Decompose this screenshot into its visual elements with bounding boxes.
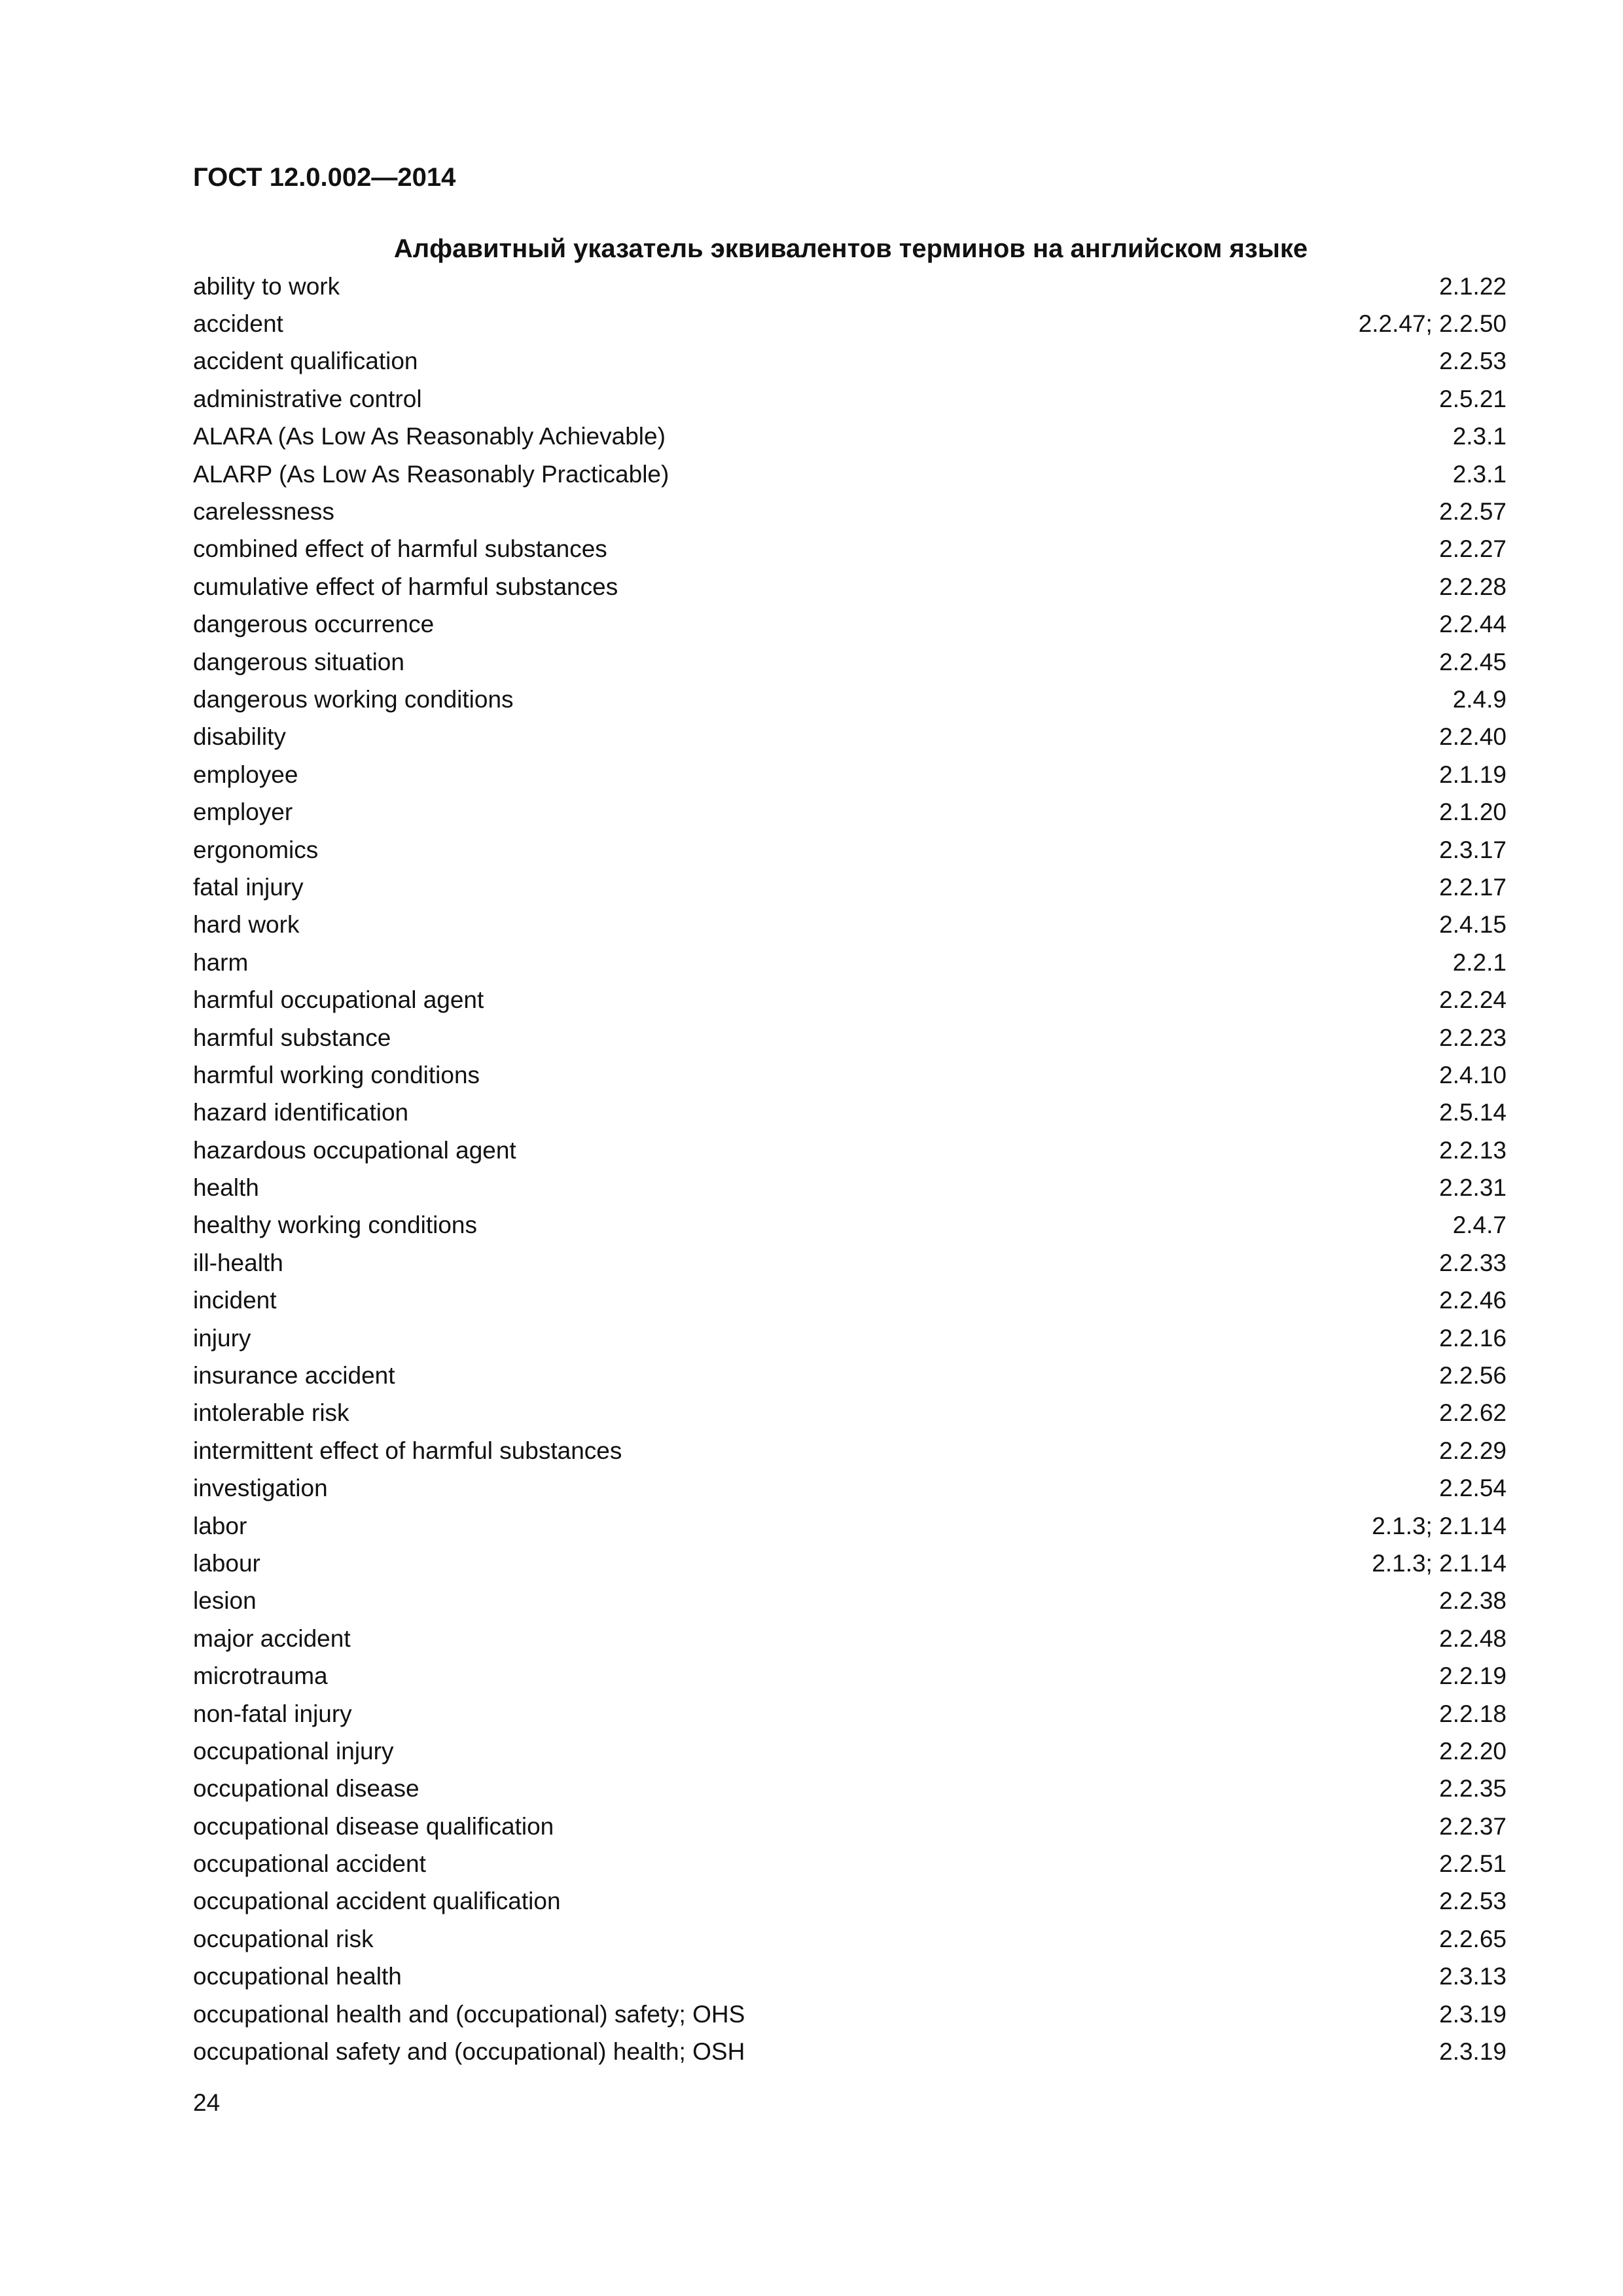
index-reference: 2.4.7	[1452, 1211, 1507, 1239]
index-entry	[193, 756, 1507, 793]
index-entry	[193, 1958, 1507, 1996]
index-reference: 2.2.24	[1439, 986, 1507, 1014]
index-reference: 2.2.29	[1439, 1437, 1507, 1464]
index-entry	[193, 493, 1507, 530]
index-reference: 2.3.13	[1439, 1963, 1507, 1990]
index-term: occupational health and (occupational) safety; OHS	[193, 2000, 745, 2028]
index-entry	[193, 343, 1507, 380]
index-reference: 2.4.15	[1439, 911, 1507, 939]
index-reference: 2.2.35	[1439, 1775, 1507, 1803]
index-entry	[193, 831, 1507, 869]
index-term: cumulative effect of harmful substances	[193, 573, 618, 600]
index-term: occupational injury	[193, 1737, 394, 1765]
index-term: fatal injury	[193, 873, 304, 901]
index-entry	[193, 1657, 1507, 1695]
index-entry	[193, 568, 1507, 605]
index-term: ALARA (As Low As Reasonably Achievable)	[193, 423, 666, 450]
index-reference: 2.3.1	[1452, 423, 1507, 450]
index-reference: 2.3.1	[1452, 460, 1507, 488]
index-reference: 2.2.44	[1439, 611, 1507, 638]
index-term: ability to work	[193, 272, 340, 300]
index-term: intolerable risk	[193, 1399, 349, 1427]
index-reference: 2.2.28	[1439, 573, 1507, 600]
index-reference: 2.2.62	[1439, 1399, 1507, 1427]
index-entry	[193, 418, 1507, 456]
index-reference: 2.2.20	[1439, 1737, 1507, 1765]
index-reference: 2.1.3; 2.1.14	[1372, 1512, 1507, 1539]
index-term: occupational safety and (occupational) health; OSH	[193, 2038, 745, 2066]
index-reference: 2.2.18	[1439, 1700, 1507, 1727]
index-title: Алфавитный указатель эквивалентов терминов на английском языке	[393, 234, 1308, 263]
index-term: employee	[193, 761, 298, 788]
index-reference: 2.2.53	[1439, 348, 1507, 375]
index-reference: 2.2.40	[1439, 723, 1507, 751]
index-entry	[193, 1019, 1507, 1056]
index-entry	[193, 380, 1507, 418]
index-term: hazardous occupational agent	[193, 1136, 516, 1164]
index-term: employer	[193, 798, 293, 826]
index-reference: 2.2.65	[1439, 1925, 1507, 1952]
index-entry	[193, 1244, 1507, 1282]
index-term: combined effect of harmful substances	[193, 535, 607, 563]
index-reference: 2.2.19	[1439, 1662, 1507, 1690]
term-index-list	[193, 268, 1507, 2071]
index-reference: 2.2.38	[1439, 1587, 1507, 1615]
index-entry	[193, 1920, 1507, 1958]
index-term: labor	[193, 1512, 247, 1539]
index-entry	[193, 1169, 1507, 1206]
index-entry	[193, 1583, 1507, 1620]
index-term: occupational accident qualification	[193, 1888, 561, 1915]
index-term: major accident	[193, 1624, 351, 1652]
index-term: hazard identification	[193, 1099, 409, 1126]
index-term: health	[193, 1174, 259, 1202]
index-term: ALARP (As Low As Reasonably Practicable)	[193, 460, 669, 488]
index-term: carelessness	[193, 498, 334, 526]
index-entry	[193, 643, 1507, 681]
index-term: disability	[193, 723, 286, 751]
index-entry	[193, 456, 1507, 493]
index-reference: 2.2.17	[1439, 873, 1507, 901]
index-term: ergonomics	[193, 836, 319, 863]
index-entry	[193, 906, 1507, 944]
index-reference: 2.2.37	[1439, 1812, 1507, 1840]
index-term: healthy working conditions	[193, 1211, 477, 1239]
index-term: dangerous occurrence	[193, 611, 435, 638]
index-entry	[193, 1470, 1507, 1507]
index-term: injury	[193, 1324, 251, 1352]
index-entry	[193, 1732, 1507, 1770]
page-number: 24	[193, 2089, 221, 2116]
index-reference: 2.1.19	[1439, 761, 1507, 788]
index-reference: 2.5.21	[1439, 385, 1507, 412]
index-reference: 2.2.16	[1439, 1324, 1507, 1352]
index-term: insurance accident	[193, 1362, 395, 1390]
index-term: microtrauma	[193, 1662, 328, 1690]
index-entry	[193, 268, 1507, 305]
index-entry	[193, 1845, 1507, 1882]
index-reference: 2.3.19	[1439, 2000, 1507, 2028]
index-entry	[193, 1770, 1507, 1808]
index-entry	[193, 305, 1507, 342]
index-term: labour	[193, 1549, 260, 1577]
index-reference: 2.2.46	[1439, 1287, 1507, 1314]
index-entry	[193, 1507, 1507, 1545]
index-reference: 2.1.3; 2.1.14	[1372, 1549, 1507, 1577]
index-term: accident	[193, 310, 283, 338]
index-term: investigation	[193, 1475, 328, 1502]
index-reference: 2.2.27	[1439, 535, 1507, 563]
index-entry	[193, 719, 1507, 756]
index-term: intermittent effect of harmful substances	[193, 1437, 622, 1464]
index-reference: 2.1.22	[1439, 272, 1507, 300]
document-code: ГОСТ 12.0.002—2014	[193, 163, 456, 192]
index-entry	[193, 1695, 1507, 1732]
index-term: harm	[193, 948, 249, 976]
index-term: occupational accident	[193, 1850, 426, 1878]
index-reference: 2.2.33	[1439, 1249, 1507, 1276]
index-entry	[193, 1620, 1507, 1657]
index-term: lesion	[193, 1587, 257, 1615]
index-term: occupational risk	[193, 1925, 374, 1952]
index-reference: 2.2.57	[1439, 498, 1507, 526]
index-entry	[193, 1808, 1507, 1845]
index-term: harmful substance	[193, 1024, 391, 1051]
index-entry	[193, 1319, 1507, 1357]
index-reference: 2.2.23	[1439, 1024, 1507, 1051]
index-reference: 2.3.19	[1439, 2038, 1507, 2066]
index-reference: 2.2.31	[1439, 1174, 1507, 1202]
index-entry	[193, 606, 1507, 643]
index-entry	[193, 793, 1507, 831]
index-reference: 2.1.20	[1439, 798, 1507, 826]
index-reference: 2.2.45	[1439, 648, 1507, 675]
index-reference: 2.2.47; 2.2.50	[1358, 310, 1507, 338]
index-reference: 2.3.17	[1439, 836, 1507, 863]
index-term: occupational health	[193, 1963, 402, 1990]
index-term: non-fatal injury	[193, 1700, 352, 1727]
index-reference: 2.4.10	[1439, 1061, 1507, 1088]
index-reference: 2.4.9	[1452, 685, 1507, 713]
index-reference: 2.5.14	[1439, 1099, 1507, 1126]
index-entry	[193, 1207, 1507, 1244]
index-reference: 2.2.48	[1439, 1624, 1507, 1652]
index-entry	[193, 1432, 1507, 1469]
index-entry	[193, 1282, 1507, 1319]
index-term: ill-health	[193, 1249, 283, 1276]
index-entry	[193, 531, 1507, 568]
index-reference: 2.2.54	[1439, 1475, 1507, 1502]
index-term: dangerous working conditions	[193, 685, 514, 713]
index-entry	[193, 2033, 1507, 2070]
index-term: harmful occupational agent	[193, 986, 484, 1014]
index-term: accident qualification	[193, 348, 418, 375]
index-entry	[193, 1056, 1507, 1094]
index-entry	[193, 1996, 1507, 2033]
index-term: administrative control	[193, 385, 422, 412]
index-entry	[193, 981, 1507, 1018]
index-entry	[193, 1883, 1507, 1920]
index-term: hard work	[193, 911, 300, 939]
index-entry	[193, 869, 1507, 906]
index-term: harmful working conditions	[193, 1061, 480, 1088]
index-entry	[193, 681, 1507, 718]
index-entry	[193, 1132, 1507, 1169]
index-entry	[193, 1094, 1507, 1132]
index-reference: 2.2.56	[1439, 1362, 1507, 1390]
index-term: occupational disease qualification	[193, 1812, 554, 1840]
index-entry	[193, 944, 1507, 981]
index-reference: 2.2.1	[1452, 948, 1507, 976]
index-entry	[193, 1395, 1507, 1432]
index-term: incident	[193, 1287, 277, 1314]
index-reference: 2.2.53	[1439, 1888, 1507, 1915]
index-entry	[193, 1545, 1507, 1582]
index-term: dangerous situation	[193, 648, 404, 675]
index-reference: 2.2.51	[1439, 1850, 1507, 1878]
index-entry	[193, 1357, 1507, 1394]
index-term: occupational disease	[193, 1775, 419, 1803]
index-reference: 2.2.13	[1439, 1136, 1507, 1164]
